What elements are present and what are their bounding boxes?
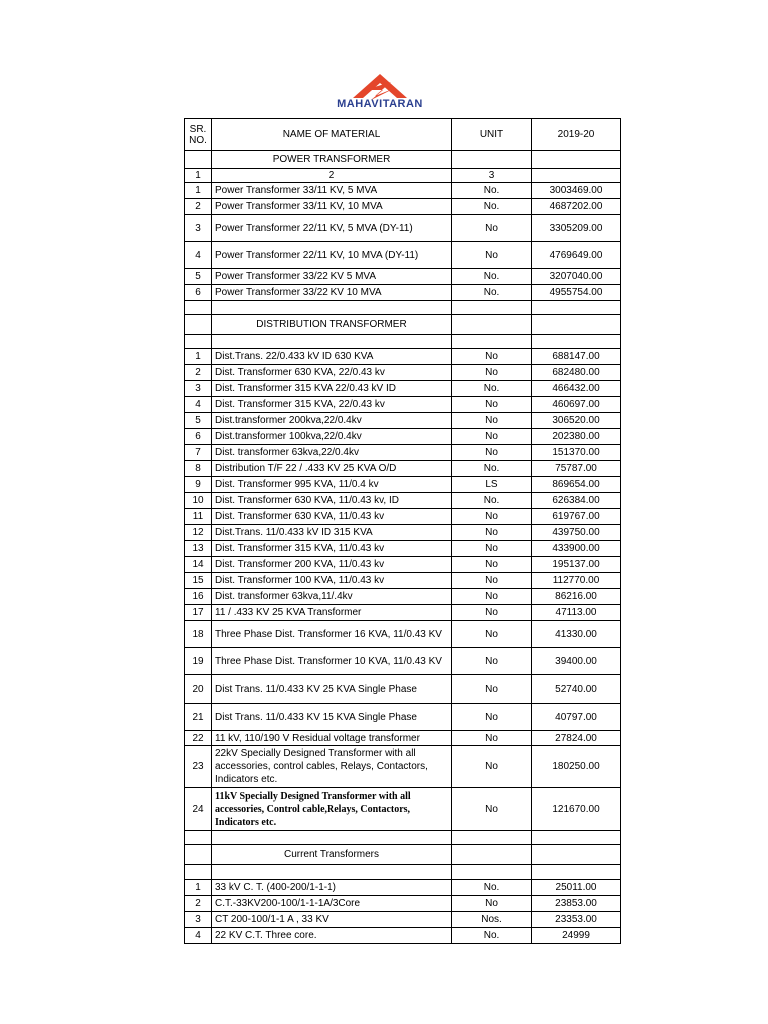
table-cell: 86216.00 bbox=[532, 589, 621, 605]
table-cell: 433900.00 bbox=[532, 541, 621, 557]
table-cell: 11kV Specially Designed Transformer with all accessories, Control cable,Relays, Contactors, Indicators etc. bbox=[212, 788, 452, 831]
table-cell: Nos. bbox=[452, 912, 532, 928]
table-row bbox=[185, 557, 621, 573]
table-cell: 1 bbox=[185, 183, 212, 199]
table-cell bbox=[212, 865, 452, 880]
table-cell: 25011.00 bbox=[532, 880, 621, 896]
table-cell: CT 200-100/1-1 A , 33 KV bbox=[212, 912, 452, 928]
table-cell: 41330.00 bbox=[532, 621, 621, 648]
table-cell: 39400.00 bbox=[532, 648, 621, 675]
rate-table bbox=[184, 118, 621, 944]
table-cell bbox=[185, 315, 212, 335]
table-cell: No bbox=[452, 589, 532, 605]
index-row bbox=[185, 169, 621, 183]
table-cell: No bbox=[452, 675, 532, 704]
table-cell bbox=[452, 845, 532, 865]
table-cell: 4687202.00 bbox=[532, 199, 621, 215]
table-row bbox=[185, 215, 621, 242]
table-cell: 6 bbox=[185, 429, 212, 445]
empty-row bbox=[185, 831, 621, 845]
table-row bbox=[185, 381, 621, 397]
table-cell: 306520.00 bbox=[532, 413, 621, 429]
table-cell bbox=[452, 831, 532, 845]
table-cell: 11 / .433 KV 25 KVA Transformer bbox=[212, 605, 452, 621]
section-title: POWER TRANSFORMER bbox=[212, 151, 452, 169]
table-cell: 151370.00 bbox=[532, 445, 621, 461]
table-cell: 3 bbox=[452, 169, 532, 183]
table-cell: 626384.00 bbox=[532, 493, 621, 509]
table-cell: 121670.00 bbox=[532, 788, 621, 831]
table-row bbox=[185, 675, 621, 704]
table-cell: No. bbox=[452, 493, 532, 509]
table-cell: Dist. Transformer 100 KVA, 11/0.43 kv bbox=[212, 573, 452, 589]
table-cell: 10 bbox=[185, 493, 212, 509]
table-cell: 16 bbox=[185, 589, 212, 605]
empty-row bbox=[185, 865, 621, 880]
table-cell: Dist. Transformer 315 KVA, 22/0.43 kv bbox=[212, 397, 452, 413]
table-cell: 11 kV, 110/190 V Residual voltage transformer bbox=[212, 731, 452, 746]
table-cell: 4955754.00 bbox=[532, 285, 621, 301]
table-cell: 15 bbox=[185, 573, 212, 589]
table-cell: No bbox=[452, 896, 532, 912]
table-row bbox=[185, 365, 621, 381]
table-cell: 460697.00 bbox=[532, 397, 621, 413]
table-row bbox=[185, 573, 621, 589]
table-cell: 3 bbox=[185, 912, 212, 928]
table-cell: 47113.00 bbox=[532, 605, 621, 621]
table-row bbox=[185, 605, 621, 621]
table-cell: Power Transformer 33/11 KV, 10 MVA bbox=[212, 199, 452, 215]
table-cell: Dist. Transformer 315 KVA 22/0.43 kV ID bbox=[212, 381, 452, 397]
table-cell: Power Transformer 33/22 KV 5 MVA bbox=[212, 269, 452, 285]
year-header: 2019-20 bbox=[532, 119, 621, 151]
table-cell: Power Transformer 33/22 KV 10 MVA bbox=[212, 285, 452, 301]
table-cell: 2 bbox=[185, 199, 212, 215]
table-cell: 4 bbox=[185, 397, 212, 413]
brand-name: MAHAVITARAN bbox=[337, 98, 423, 110]
table-cell: 3 bbox=[185, 381, 212, 397]
table-row bbox=[185, 461, 621, 477]
table-cell: No bbox=[452, 509, 532, 525]
table-cell: 5 bbox=[185, 269, 212, 285]
table-cell: 682480.00 bbox=[532, 365, 621, 381]
table-row bbox=[185, 589, 621, 605]
table-row bbox=[185, 285, 621, 301]
table-cell: No bbox=[452, 573, 532, 589]
table-cell: 13 bbox=[185, 541, 212, 557]
section-title: DISTRIBUTION TRANSFORMER bbox=[212, 315, 452, 335]
table-cell: 7 bbox=[185, 445, 212, 461]
table-row bbox=[185, 541, 621, 557]
table-cell: No bbox=[452, 215, 532, 242]
table-cell bbox=[185, 845, 212, 865]
table-cell: 75787.00 bbox=[532, 461, 621, 477]
table-cell: 40797.00 bbox=[532, 704, 621, 731]
table-row bbox=[185, 621, 621, 648]
table-cell: 21 bbox=[185, 704, 212, 731]
table-cell: 8 bbox=[185, 461, 212, 477]
table-row bbox=[185, 349, 621, 365]
table-cell: Power Transformer 22/11 KV, 10 MVA (DY-11) bbox=[212, 242, 452, 269]
table-row bbox=[185, 648, 621, 675]
table-cell: 22kV Specially Designed Transformer with all accessories, control cables, Relays, Contactors, Indicators etc. bbox=[212, 746, 452, 788]
table-cell: 19 bbox=[185, 648, 212, 675]
table-cell bbox=[212, 831, 452, 845]
table-cell: Dist. transformer 63kva,11/.4kv bbox=[212, 589, 452, 605]
table-cell: Power Transformer 33/11 KV, 5 MVA bbox=[212, 183, 452, 199]
table-cell: 688147.00 bbox=[532, 349, 621, 365]
table-cell: No. bbox=[452, 381, 532, 397]
table-cell: Dist. Transformer 630 KVA, 11/0.43 kv bbox=[212, 509, 452, 525]
table-cell: Dist.Trans. 11/0.433 kV ID 315 KVA bbox=[212, 525, 452, 541]
table-row bbox=[185, 704, 621, 731]
table-cell: 24 bbox=[185, 788, 212, 831]
table-cell: 3 bbox=[185, 215, 212, 242]
table-cell: Three Phase Dist. Transformer 10 KVA, 11/0.43 KV bbox=[212, 648, 452, 675]
table-cell: No bbox=[452, 605, 532, 621]
section-row-power bbox=[185, 151, 621, 169]
table-cell: Distribution T/F 22 / .433 KV 25 KVA O/D bbox=[212, 461, 452, 477]
table-row bbox=[185, 199, 621, 215]
table-cell: 23853.00 bbox=[532, 896, 621, 912]
table-cell: 33 kV C. T. (400-200/1-1-1) bbox=[212, 880, 452, 896]
table-cell bbox=[532, 151, 621, 169]
table-cell: 9 bbox=[185, 477, 212, 493]
table-cell: 14 bbox=[185, 557, 212, 573]
table-cell: 22 KV C.T. Three core. bbox=[212, 928, 452, 944]
table-cell: 112770.00 bbox=[532, 573, 621, 589]
table-row bbox=[185, 429, 621, 445]
table-cell: No bbox=[452, 349, 532, 365]
table-cell: 2 bbox=[185, 365, 212, 381]
table-cell: 1 bbox=[185, 880, 212, 896]
table-cell: 180250.00 bbox=[532, 746, 621, 788]
table-cell: 4 bbox=[185, 928, 212, 944]
table-cell: 2 bbox=[185, 896, 212, 912]
table-cell: 52740.00 bbox=[532, 675, 621, 704]
table-cell: 4769649.00 bbox=[532, 242, 621, 269]
table-cell: 17 bbox=[185, 605, 212, 621]
table-cell: No bbox=[452, 541, 532, 557]
table-cell: No. bbox=[452, 461, 532, 477]
table-cell: 22 bbox=[185, 731, 212, 746]
table-row bbox=[185, 509, 621, 525]
section-row-current bbox=[185, 845, 621, 865]
table-cell: 1 bbox=[185, 169, 212, 183]
table-cell: No. bbox=[452, 269, 532, 285]
table-row bbox=[185, 731, 621, 746]
table-row bbox=[185, 493, 621, 509]
table-cell: 202380.00 bbox=[532, 429, 621, 445]
table-cell: No bbox=[452, 242, 532, 269]
empty-row bbox=[185, 335, 621, 349]
table-row bbox=[185, 928, 621, 944]
table-cell: Dist. Transformer 995 KVA, 11/0.4 kv bbox=[212, 477, 452, 493]
table-cell: 24999 bbox=[532, 928, 621, 944]
table-cell: No. bbox=[452, 880, 532, 896]
section-title: Current Transformers bbox=[212, 845, 452, 865]
table-cell: Dist Trans. 11/0.433 KV 25 KVA Single Phase bbox=[212, 675, 452, 704]
table-cell: No bbox=[452, 731, 532, 746]
table-cell bbox=[532, 301, 621, 315]
table-row bbox=[185, 880, 621, 896]
table-cell: No bbox=[452, 397, 532, 413]
table-cell: No bbox=[452, 445, 532, 461]
table-cell: 23353.00 bbox=[532, 912, 621, 928]
table-cell bbox=[452, 865, 532, 880]
table-cell: No bbox=[452, 621, 532, 648]
table-cell: Dist.transformer 200kva,22/0.4kv bbox=[212, 413, 452, 429]
table-cell: 2 bbox=[212, 169, 452, 183]
table-cell: 27824.00 bbox=[532, 731, 621, 746]
table-cell bbox=[212, 335, 452, 349]
table-cell: No bbox=[452, 557, 532, 573]
table-row bbox=[185, 912, 621, 928]
table-row bbox=[185, 183, 621, 199]
table-row bbox=[185, 413, 621, 429]
table-cell: 619767.00 bbox=[532, 509, 621, 525]
section-row-distribution bbox=[185, 315, 621, 335]
table-cell: 4 bbox=[185, 242, 212, 269]
table-cell: 439750.00 bbox=[532, 525, 621, 541]
table-cell: LS bbox=[452, 477, 532, 493]
table-row bbox=[185, 269, 621, 285]
sr-no-header: SR. NO. bbox=[185, 119, 212, 151]
table-cell bbox=[185, 301, 212, 315]
table-cell: 3207040.00 bbox=[532, 269, 621, 285]
table-cell: 195137.00 bbox=[532, 557, 621, 573]
table-cell: No bbox=[452, 648, 532, 675]
table-cell: C.T.-33KV200-100/1-1-1A/3Core bbox=[212, 896, 452, 912]
table-cell: 1 bbox=[185, 349, 212, 365]
table-cell: 6 bbox=[185, 285, 212, 301]
table-header-row bbox=[185, 119, 621, 151]
table-cell: No bbox=[452, 788, 532, 831]
table-cell bbox=[532, 865, 621, 880]
table-cell: Dist. Transformer 630 KVA, 11/0.43 kv, ID bbox=[212, 493, 452, 509]
table-cell: No bbox=[452, 429, 532, 445]
table-cell: No. bbox=[452, 183, 532, 199]
unit-header: UNIT bbox=[452, 119, 532, 151]
table-cell: No bbox=[452, 365, 532, 381]
table-cell bbox=[532, 845, 621, 865]
empty-row bbox=[185, 301, 621, 315]
table-cell: No bbox=[452, 525, 532, 541]
table-cell: Three Phase Dist. Transformer 16 KVA, 11/0.43 KV bbox=[212, 621, 452, 648]
table-cell: 466432.00 bbox=[532, 381, 621, 397]
table-cell: 18 bbox=[185, 621, 212, 648]
mahavitaran-logo bbox=[300, 70, 460, 118]
table-cell bbox=[452, 301, 532, 315]
table-cell: No. bbox=[452, 285, 532, 301]
table-cell bbox=[532, 315, 621, 335]
table-row bbox=[185, 525, 621, 541]
table-cell: Dist. transformer 63kva,22/0.4kv bbox=[212, 445, 452, 461]
table-row bbox=[185, 788, 621, 831]
table-cell bbox=[185, 151, 212, 169]
table-cell: No. bbox=[452, 199, 532, 215]
table-row bbox=[185, 445, 621, 461]
table-cell: Dist.Trans. 22/0.433 kV ID 630 KVA bbox=[212, 349, 452, 365]
table-cell bbox=[532, 169, 621, 183]
table-row bbox=[185, 896, 621, 912]
table-cell bbox=[185, 865, 212, 880]
table-cell: No. bbox=[452, 928, 532, 944]
table-cell bbox=[185, 831, 212, 845]
table-cell: 3305209.00 bbox=[532, 215, 621, 242]
table-cell: 23 bbox=[185, 746, 212, 788]
table-row bbox=[185, 477, 621, 493]
table-cell bbox=[532, 831, 621, 845]
table-cell: 12 bbox=[185, 525, 212, 541]
name-header: NAME OF MATERIAL bbox=[212, 119, 452, 151]
table-cell: Dist. Transformer 200 KVA, 11/0.43 kv bbox=[212, 557, 452, 573]
table-row bbox=[185, 746, 621, 788]
lightning-logo-icon bbox=[345, 70, 415, 100]
table-cell bbox=[532, 335, 621, 349]
table-cell bbox=[212, 301, 452, 315]
table-cell: Dist. Transformer 315 KVA, 11/0.43 kv bbox=[212, 541, 452, 557]
table-row bbox=[185, 397, 621, 413]
table-cell: 20 bbox=[185, 675, 212, 704]
table-cell: No bbox=[452, 413, 532, 429]
table-cell: 11 bbox=[185, 509, 212, 525]
table-cell bbox=[185, 335, 212, 349]
table-cell: 3003469.00 bbox=[532, 183, 621, 199]
table-cell: No bbox=[452, 704, 532, 731]
table-cell bbox=[452, 335, 532, 349]
table-cell: Dist. Transformer 630 KVA, 22/0.43 kv bbox=[212, 365, 452, 381]
table-cell: 5 bbox=[185, 413, 212, 429]
table-cell bbox=[452, 315, 532, 335]
table-cell: Dist Trans. 11/0.433 KV 15 KVA Single Phase bbox=[212, 704, 452, 731]
table-cell: Dist.transformer 100kva,22/0.4kv bbox=[212, 429, 452, 445]
table-cell: Power Transformer 22/11 KV, 5 MVA (DY-11) bbox=[212, 215, 452, 242]
table-row bbox=[185, 242, 621, 269]
table-cell: 869654.00 bbox=[532, 477, 621, 493]
table-cell bbox=[452, 151, 532, 169]
table-cell: No bbox=[452, 746, 532, 788]
